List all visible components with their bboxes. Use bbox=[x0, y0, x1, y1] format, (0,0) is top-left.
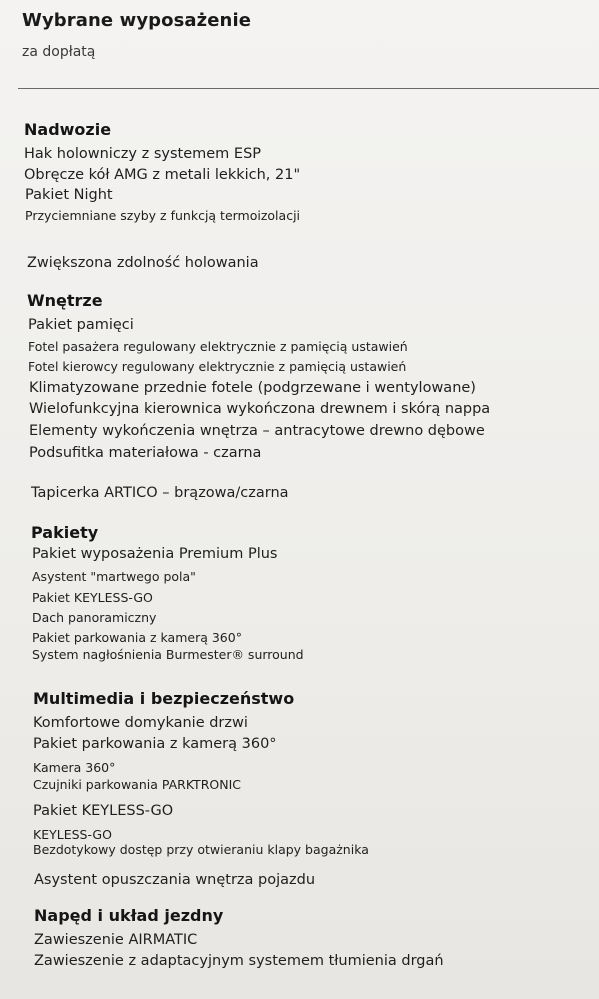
list-item: Komfortowe domykanie drzwi bbox=[33, 715, 248, 731]
list-item: Dach panoramiczny bbox=[32, 610, 157, 625]
list-item: System nagłośnienia Burmester® surround bbox=[32, 647, 304, 662]
list-item: Fotel kierowcy regulowany elektrycznie z pamięcią ustawień bbox=[28, 359, 407, 374]
list-item: Asystent "martwego pola" bbox=[32, 569, 196, 584]
list-item: Pakiet parkowania z kamerą 360° bbox=[33, 736, 277, 752]
list-item: Bezdotykowy dostęp przy otwieraniu klapy bagażnika bbox=[33, 842, 369, 857]
list-item: Tapicerka ARTICO – brązowa/czarna bbox=[31, 485, 289, 501]
list-item: Pakiet wyposażenia Premium Plus bbox=[32, 546, 278, 562]
list-item: Pakiet KEYLESS-GO bbox=[33, 803, 174, 819]
list-item: Elementy wykończenia wnętrza – antracytowe drewno dębowe bbox=[29, 423, 485, 439]
list-item: Czujniki parkowania PARKTRONIC bbox=[33, 777, 241, 792]
list-item: Podsufitka materiałowa - czarna bbox=[29, 445, 262, 461]
section-title-wnetrze: Wnętrze bbox=[27, 291, 103, 310]
list-item: Klimatyzowane przednie fotele (podgrzewane i wentylowane) bbox=[29, 380, 476, 396]
list-item: Wielofunkcyjna kierownica wykończona drewnem i skórą nappa bbox=[29, 401, 491, 417]
section-title-naped: Napęd i układ jezdny bbox=[34, 906, 224, 925]
section-title-multimedia: Multimedia i bezpieczeństwo bbox=[33, 689, 295, 708]
section-title-pakiety: Pakiety bbox=[31, 523, 99, 542]
list-item: Hak holowniczy z systemem ESP bbox=[24, 146, 262, 162]
page-title: Wybrane wyposażenie bbox=[22, 10, 252, 31]
list-item: Zawieszenie AIRMATIC bbox=[34, 932, 198, 948]
list-item: Fotel pasażera regulowany elektrycznie z pamięcią ustawień bbox=[28, 339, 408, 354]
page-subtitle: za dopłatą bbox=[22, 44, 96, 60]
list-item: Pakiet KEYLESS-GO bbox=[32, 590, 153, 605]
list-item: KEYLESS-GO bbox=[33, 827, 112, 842]
list-item: Zwiększona zdolność holowania bbox=[27, 255, 259, 271]
list-item: Obręcze kół AMG z metali lekkich, 21" bbox=[24, 167, 301, 183]
section-title-nadwozie: Nadwozie bbox=[24, 120, 112, 139]
list-item: Zawieszenie z adaptacyjnym systemem tłumienia drgań bbox=[34, 953, 444, 969]
list-item: Pakiet pamięci bbox=[28, 317, 134, 333]
list-item: Pakiet parkowania z kamerą 360° bbox=[32, 630, 242, 645]
list-item: Przyciemniane szyby z funkcją termoizolacji bbox=[25, 208, 301, 223]
list-item: Asystent opuszczania wnętrza pojazdu bbox=[34, 872, 316, 888]
list-item: Kamera 360° bbox=[33, 760, 116, 775]
list-item: Pakiet Night bbox=[25, 187, 113, 203]
